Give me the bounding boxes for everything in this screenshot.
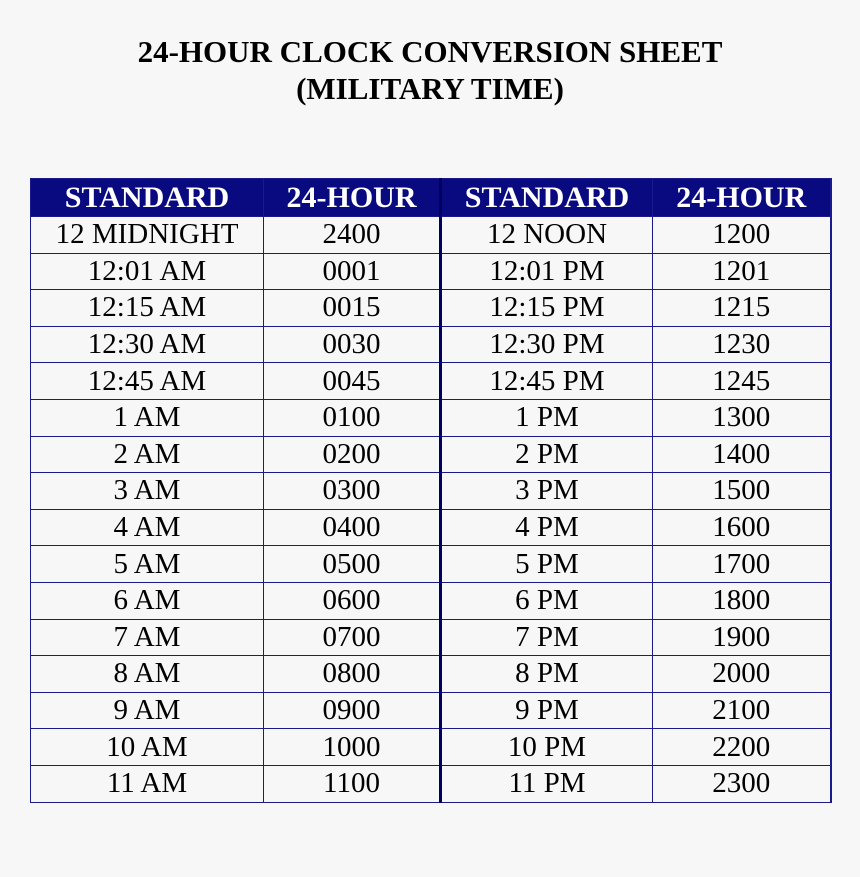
cell-standard-pm: 12 NOON <box>441 217 653 254</box>
cell-standard-am: 10 AM <box>31 729 264 766</box>
cell-standard-pm: 12:45 PM <box>441 363 653 400</box>
cell-24hour-am: 1100 <box>264 765 441 802</box>
header-24hour-pm: 24-HOUR <box>653 179 831 217</box>
table-row <box>31 546 831 583</box>
cell-24hour-pm: 1300 <box>653 399 831 436</box>
cell-standard-am: 4 AM <box>31 509 264 546</box>
cell-standard-pm: 1 PM <box>441 399 653 436</box>
cell-24hour-am: 2400 <box>264 217 441 254</box>
cell-standard-am: 12:15 AM <box>31 290 264 327</box>
table-row <box>31 326 831 363</box>
header-row <box>31 179 831 217</box>
cell-24hour-am: 0800 <box>264 656 441 693</box>
table-row <box>31 619 831 656</box>
cell-standard-pm: 3 PM <box>441 473 653 510</box>
cell-24hour-pm: 2200 <box>653 729 831 766</box>
cell-24hour-am: 0030 <box>264 326 441 363</box>
cell-standard-am: 8 AM <box>31 656 264 693</box>
cell-standard-pm: 12:30 PM <box>441 326 653 363</box>
cell-standard-pm: 4 PM <box>441 509 653 546</box>
cell-24hour-pm: 1900 <box>653 619 831 656</box>
cell-standard-am: 7 AM <box>31 619 264 656</box>
cell-24hour-pm: 1200 <box>653 217 831 254</box>
cell-24hour-pm: 1245 <box>653 363 831 400</box>
cell-standard-am: 1 AM <box>31 399 264 436</box>
conversion-table <box>30 178 832 803</box>
table-row <box>31 582 831 619</box>
table-row <box>31 399 831 436</box>
table-row <box>31 363 831 400</box>
cell-24hour-pm: 1230 <box>653 326 831 363</box>
cell-standard-pm: 9 PM <box>441 692 653 729</box>
cell-standard-pm: 12:15 PM <box>441 290 653 327</box>
cell-24hour-am: 0015 <box>264 290 441 327</box>
cell-standard-am: 9 AM <box>31 692 264 729</box>
table-row <box>31 509 831 546</box>
table-row <box>31 253 831 290</box>
cell-24hour-pm: 2000 <box>653 656 831 693</box>
table-row <box>31 692 831 729</box>
cell-24hour-pm: 1400 <box>653 436 831 473</box>
cell-standard-am: 12:45 AM <box>31 363 264 400</box>
cell-24hour-pm: 1201 <box>653 253 831 290</box>
cell-24hour-pm: 2300 <box>653 765 831 802</box>
cell-standard-am: 12:01 AM <box>31 253 264 290</box>
cell-standard-pm: 8 PM <box>441 656 653 693</box>
table-row <box>31 473 831 510</box>
cell-24hour-am: 0700 <box>264 619 441 656</box>
cell-24hour-am: 0001 <box>264 253 441 290</box>
table-row <box>31 290 831 327</box>
cell-24hour-am: 0400 <box>264 509 441 546</box>
header-standard-pm: STANDARD <box>441 179 653 217</box>
cell-standard-am: 11 AM <box>31 765 264 802</box>
cell-standard-pm: 6 PM <box>441 582 653 619</box>
cell-standard-am: 3 AM <box>31 473 264 510</box>
cell-24hour-am: 0200 <box>264 436 441 473</box>
header-24hour-am: 24-HOUR <box>264 179 441 217</box>
cell-24hour-am: 0100 <box>264 399 441 436</box>
cell-24hour-am: 0900 <box>264 692 441 729</box>
page-title: 24-HOUR CLOCK CONVERSION SHEET <box>137 34 723 69</box>
cell-24hour-am: 0600 <box>264 582 441 619</box>
cell-24hour-am: 1000 <box>264 729 441 766</box>
page-subtitle: (MILITARY TIME) <box>296 71 564 106</box>
table-row <box>31 729 831 766</box>
cell-24hour-pm: 1600 <box>653 509 831 546</box>
cell-24hour-am: 0500 <box>264 546 441 583</box>
cell-standard-pm: 7 PM <box>441 619 653 656</box>
cell-24hour-pm: 1800 <box>653 582 831 619</box>
cell-standard-pm: 10 PM <box>441 729 653 766</box>
table-body <box>31 217 831 803</box>
table-row <box>31 656 831 693</box>
cell-standard-pm: 5 PM <box>441 546 653 583</box>
cell-24hour-pm: 2100 <box>653 692 831 729</box>
cell-standard-am: 5 AM <box>31 546 264 583</box>
cell-24hour-pm: 1215 <box>653 290 831 327</box>
cell-standard-am: 12:30 AM <box>31 326 264 363</box>
cell-standard-am: 2 AM <box>31 436 264 473</box>
cell-standard-pm: 2 PM <box>441 436 653 473</box>
table-row <box>31 217 831 254</box>
table-row <box>31 436 831 473</box>
cell-24hour-am: 0300 <box>264 473 441 510</box>
cell-24hour-pm: 1500 <box>653 473 831 510</box>
header-standard-am: STANDARD <box>31 179 264 217</box>
cell-standard-pm: 12:01 PM <box>441 253 653 290</box>
cell-standard-pm: 11 PM <box>441 765 653 802</box>
table-row <box>31 765 831 802</box>
cell-24hour-am: 0045 <box>264 363 441 400</box>
cell-24hour-pm: 1700 <box>653 546 831 583</box>
cell-standard-am: 12 MIDNIGHT <box>31 217 264 254</box>
cell-standard-am: 6 AM <box>31 582 264 619</box>
